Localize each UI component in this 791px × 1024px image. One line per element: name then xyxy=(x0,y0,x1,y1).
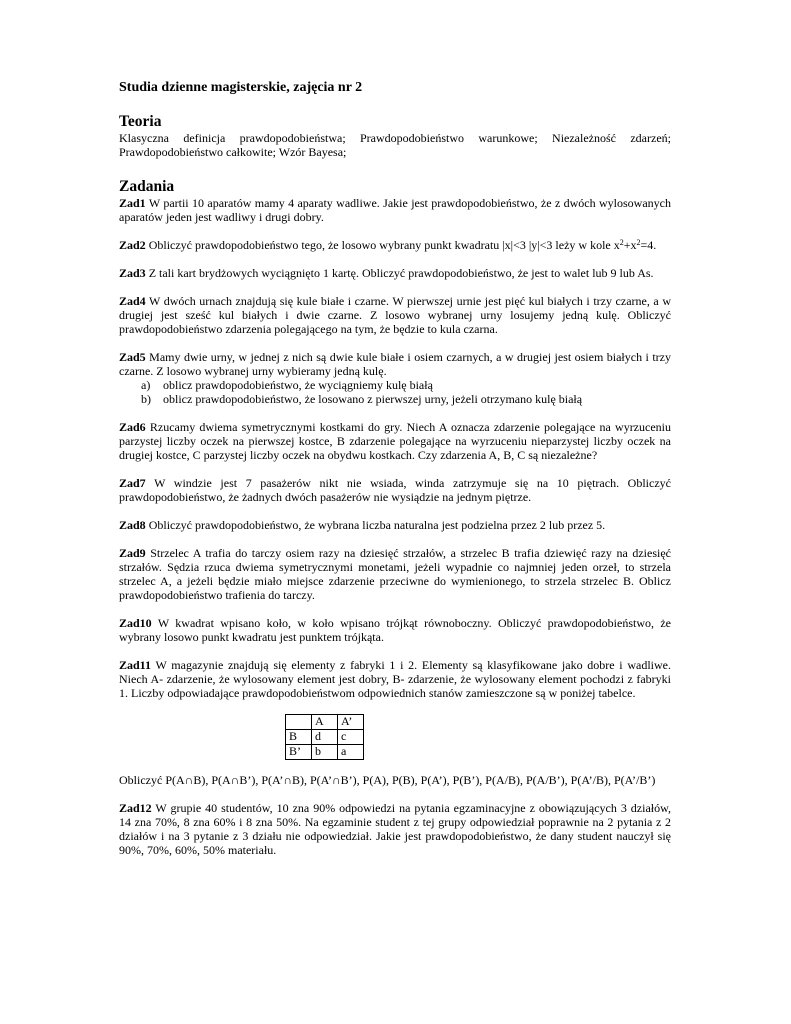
task-followup-text: Obliczyć P(A∩B), P(A∩B’), P(A’∩B), P(A’∩B’), P(A), P(B), P(A’), P(B’), P(A/B), P(A/B’), P(A’/B), P(A’/B’) xyxy=(119,773,656,787)
list-item xyxy=(141,392,671,406)
task-label: Zad4 xyxy=(119,294,146,308)
task-label: Zad8 xyxy=(119,518,146,532)
task-12 xyxy=(119,801,671,857)
task-4 xyxy=(119,294,671,336)
table-cell: a xyxy=(338,745,364,760)
task-2 xyxy=(119,238,671,252)
task-text: Obliczyć prawdopodobieństwo tego, że losowo wybrany punkt kwadratu |x|<3 |y|<3 leży w kole x xyxy=(145,238,620,252)
task-text: W partii 10 aparatów mamy 4 aparaty wadliwe. Jakie jest prawdopodobieństwo, że z dwóch wylosowanych aparatów jeden jest wadliwy i drugi dobry. xyxy=(119,196,671,224)
superscript: 2 xyxy=(619,238,624,247)
task-5 xyxy=(119,350,671,406)
task-1 xyxy=(119,196,671,224)
task-label: Zad10 xyxy=(119,616,152,630)
table-cell: B xyxy=(286,730,312,745)
task-label: Zad7 xyxy=(119,476,146,490)
task-text: W grupie 40 studentów, 10 zna 90% odpowiedzi na pytania egzaminacyjne z obowiązujących 3 działów, 14 zna 70%, 8 zna 60% i 8 zna 50%. Na egzaminie student z tej grupy odpowiedział poprawnie na 2 pytania z 2 działów i na 3 pytanie z 3 działu nie odpowiedział. Jakie jest prawdopodobieństwo, że dany student nauczył się 90%, 70%, 60%, 50% materiału. xyxy=(119,801,671,857)
task-text: =4. xyxy=(640,238,657,252)
task-text: Strzelec A trafia do tarczy osiem razy na dziesięć strzałów, a strzelec B trafia dziewięć razy na dziesięć strzałów. Sędzia rzuca dwiema symetrycznymi monetami, jeżeli wypadnie co najmniej jeden orzeł, to strzela strzelec A, a jeżeli będzie miało miejsce zdarzenie przeciwne do wymienionego, to strzela strzelec B. Oblicz prawdopodobieństwo trafienia do tarczy. xyxy=(119,546,671,602)
task-text: W magazynie znajdują się elementy z fabryki 1 i 2. Elementy są klasyfikowane jako dobre i wadliwe. Niech A- zdarzenie, że wylosowany element jest dobry, B- zdarzenie, że wylosowany element pochodzi z fabryki 1. Liczby odpowiadające prawdopodobieństwom odpowiednich stanów zamieszczone są w poniżej tabelce. xyxy=(119,658,671,700)
tasks-heading: Zadania xyxy=(119,178,175,195)
table-cell: A’ xyxy=(338,715,364,730)
task-10 xyxy=(119,616,671,644)
task-6 xyxy=(119,420,671,462)
task-text: +x xyxy=(623,238,637,252)
task-label: Zad2 xyxy=(119,238,146,252)
task-11 xyxy=(119,658,671,787)
task-list xyxy=(119,196,671,857)
task-text: W dwóch urnach znajdują się kule białe i czarne. W pierwszej urnie jest pięć kul białych i trzy czarne, a w drugiej jest sześć kul białych i dwie czarne. Z losowo wybranej urny losujemy jedną kulę. Obliczyć prawdopodobieństwo zdarzenia polegającego na tym, że będzie to kula czarna. xyxy=(119,294,671,336)
probability-table xyxy=(285,714,364,760)
document-title: Studia dzienne magisterskie, zajęcia nr 2 xyxy=(119,80,363,95)
task-label: Zad3 xyxy=(119,266,146,280)
table-cell: c xyxy=(338,730,364,745)
task-text: W windzie jest 7 pasażerów nikt nie wsiada, winda zatrzymuje się na 10 piętrach. Obliczyć prawdopodobieństwo, że żadnych dwóch pasażerów nie wysiądzie na jednym piętrze. xyxy=(119,476,671,504)
table-row xyxy=(286,745,364,760)
task-text: Obliczyć prawdopodobieństwo, że wybrana liczba naturalna jest podzielna przez 2 lub przez 5. xyxy=(145,518,606,532)
table-cell xyxy=(286,715,312,730)
task-label: Zad1 xyxy=(119,196,146,210)
table-row xyxy=(286,730,364,745)
task-label: Zad6 xyxy=(119,420,146,434)
table-header-row xyxy=(286,715,364,730)
table-cell: A xyxy=(312,715,338,730)
table-cell: b xyxy=(312,745,338,760)
task-8 xyxy=(119,518,671,532)
option-list xyxy=(119,378,671,406)
list-marker: b) xyxy=(141,392,151,406)
table-cell: d xyxy=(312,730,338,745)
list-item xyxy=(141,378,671,392)
task-label: Zad5 xyxy=(119,350,146,364)
task-text: Rzucamy dwiema symetrycznymi kostkami do gry. Niech A oznacza zdarzenie polegające na wyrzuceniu parzystej liczby oczek na pierwszej kostce, B zdarzenie polegające na wyrzuceniu nieparzystej liczby oczek na drugiej kostce, C parzystej liczby oczek na obydwu kostkach. Czy zdarzenia A, B, C są niezależne? xyxy=(119,420,671,462)
task-9 xyxy=(119,546,671,602)
theory-text: Klasyczna definicja prawdopodobieństwa; Prawdopodobieństwo warunkowe; Niezależność zdarzeń; Prawdopodobieństwo całkowite; Wzór Bayesa; xyxy=(119,131,671,159)
table-cell: B’ xyxy=(286,745,312,760)
task-3 xyxy=(119,266,671,280)
list-item-text: oblicz prawdopodobieństwo, że wyciągniemy kulę białą xyxy=(163,378,433,392)
list-item-text: oblicz prawdopodobieństwo, że losowano z pierwszej urny, jeżeli otrzymano kulę białą xyxy=(163,392,583,406)
task-text: Mamy dwie urny, w jednej z nich są dwie kule białe i osiem czarnych, a w drugiej jest osiem białych i trzy czarne. Z losowo wybranej urny wybieramy jedną kulę. xyxy=(119,350,671,378)
task-label: Zad12 xyxy=(119,801,152,815)
task-text: Z tali kart brydżowych wyciągnięto 1 kartę. Obliczyć prawdopodobieństwo, że jest to walet lub 9 lub As. xyxy=(145,266,654,280)
task-label: Zad9 xyxy=(119,546,146,560)
list-marker: a) xyxy=(141,378,151,392)
task-text: W kwadrat wpisano koło, w koło wpisano trójkąt równoboczny. Obliczyć prawdopodobieństwo, że wybrany losowo punkt kwadratu jest punktem trójkąta. xyxy=(119,616,671,644)
superscript: 2 xyxy=(636,238,641,247)
document-page xyxy=(119,80,671,857)
task-7 xyxy=(119,476,671,504)
theory-heading: Teoria xyxy=(119,113,162,130)
task-label: Zad11 xyxy=(119,658,152,672)
